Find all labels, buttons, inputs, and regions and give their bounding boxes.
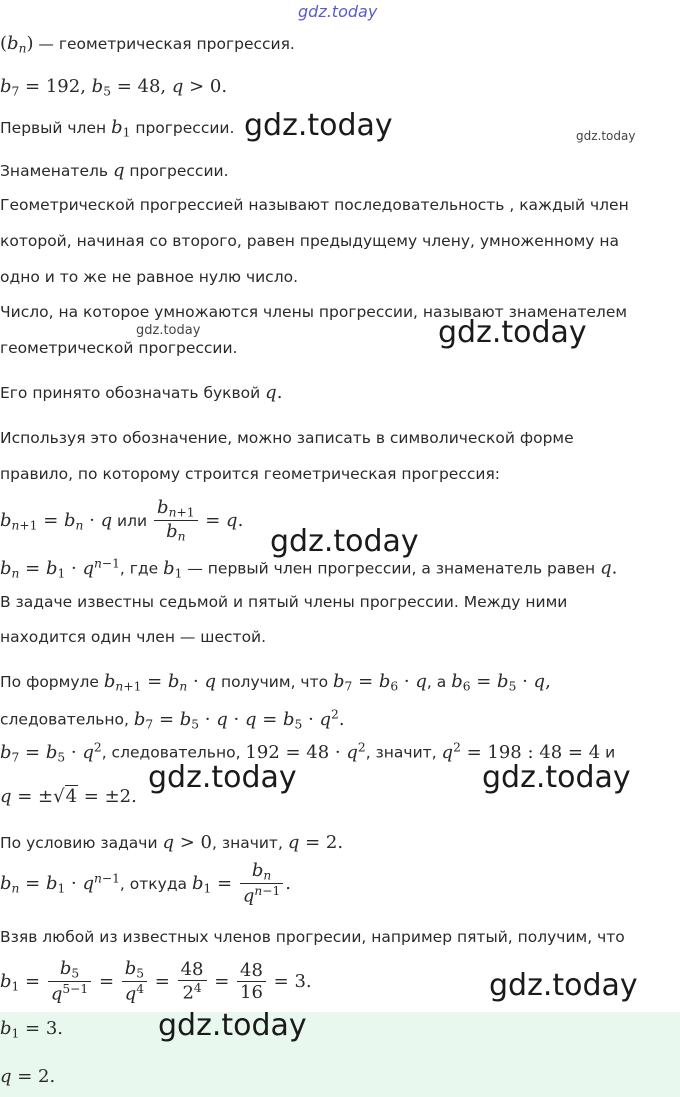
watermark: gdz.today	[489, 968, 638, 1003]
math-line: По условию задачи q > 0, значит, q = 2.	[0, 832, 344, 853]
answer-line: q = 2.	[0, 1066, 56, 1087]
text-span: следовательно,	[0, 710, 134, 729]
text-span: — геометрическая прогрессия.	[33, 35, 295, 53]
text-span: , откуда	[119, 874, 192, 893]
text-span: , а	[426, 673, 452, 691]
watermark: gdz.today	[576, 129, 636, 143]
watermark: gdz.today	[158, 1008, 307, 1043]
text-span: получим, что	[216, 673, 334, 691]
text-span: и	[600, 743, 616, 762]
text-line: геометрической прогрессии.	[0, 339, 238, 357]
text-span: Первый член	[0, 119, 112, 137]
text-line: $(b_n)$ — геометрическая прогрессия.	[0, 33, 295, 56]
text-span: , значит,	[211, 834, 288, 852]
text-line: Первый член $b_1$ прогрессии.	[0, 117, 235, 140]
text-span: , где	[119, 559, 164, 578]
watermark: gdz.today	[148, 760, 297, 795]
math-line: q = ±√4 = ±2.	[0, 786, 137, 807]
answer-box	[0, 1012, 680, 1097]
text-line: В задаче известны седьмой и пятый члены прогрессии. Между ними	[0, 593, 568, 611]
math-line: $b_1$ = $\frac{b_5}{q^{5-1}}$ = $\frac{b_5}{q^4}$ = $\frac{48}{2^4}$ = $\frac{48}{16}$ = 3.	[0, 958, 312, 1006]
text-span: , значит,	[365, 743, 442, 762]
math-line: $b_7 = b_5 \cdot q^2$, следовательно, $192 = 48 \cdot q^2$, значит, $q^2 = 198$ : 48 = 4 и	[0, 740, 616, 765]
text-line: Его принято обозначать буквой q.	[0, 382, 283, 403]
math-line: $b_{n+1} = b_n \cdot q$ или $\frac{b_{n+1}}{b_n}$ = q.	[0, 497, 244, 545]
watermark: gdz.today	[244, 108, 393, 143]
text-span: Знаменатель	[0, 162, 113, 180]
text-line: находится один член — шестой.	[0, 628, 267, 646]
text-line: которой, начиная со второго, равен предыдущему члену, умноженному на	[0, 232, 620, 250]
text-span: прогрессии.	[130, 119, 235, 137]
text-span: Его принято обозначать буквой	[0, 384, 266, 402]
math-line: следовательно, $b_7 = b_5 \cdot q \cdot q = b_5 \cdot q^2$.	[0, 707, 345, 732]
watermark: gdz.today	[136, 323, 201, 338]
answer-line: $b_1 = 3$.	[0, 1018, 64, 1041]
watermark: gdz.today	[298, 2, 378, 21]
text-span: По формуле	[0, 673, 104, 691]
text-span: По условию задачи	[0, 834, 163, 852]
watermark: gdz.today	[270, 524, 419, 559]
text-line: правило, по которому строится геометрическая прогрессия:	[0, 465, 500, 483]
text-line: одно и то же не равное нулю число.	[0, 268, 299, 286]
text-line: Знаменатель q прогрессии.	[0, 160, 229, 181]
math-line: $b_7 = 192$, $b_5 = 48$, q > 0.	[0, 76, 228, 99]
math-line: $b_n = b_1 \cdot q^{n-1}$, откуда $b_1$ = $\frac{b_n}{q^{n-1}}$ .	[0, 860, 292, 908]
text-span: или	[112, 511, 153, 530]
text-span: прогрессии.	[124, 162, 229, 180]
watermark: gdz.today	[482, 760, 631, 795]
text-line: Геометрической прогрессией называют последовательность , каждый член	[0, 196, 629, 214]
text-line: Используя это обозначение, можно записать в символической форме	[0, 429, 574, 447]
text-line: Число, на которое умножаются члены прогрессии, называют знаменателем	[0, 303, 628, 321]
text-line: Взяв любой из известных членов прогресии, например пятый, получим, что	[0, 928, 625, 946]
watermark: gdz.today	[438, 315, 587, 350]
text-span: — первый член прогрессии, а знаменатель равен	[182, 559, 601, 578]
math-line: $b_n = b_1 \cdot q^{n-1}$, где $b_1$ — первый член прогрессии, а знаменатель равен q.	[0, 556, 618, 581]
text-span: , следовательно,	[101, 743, 246, 762]
math-line: По формуле $b_{n+1} = b_n \cdot q$ получим, что $b_7 = b_6 \cdot q$, а $b_6 = b_5 \cdot q$,	[0, 671, 551, 694]
